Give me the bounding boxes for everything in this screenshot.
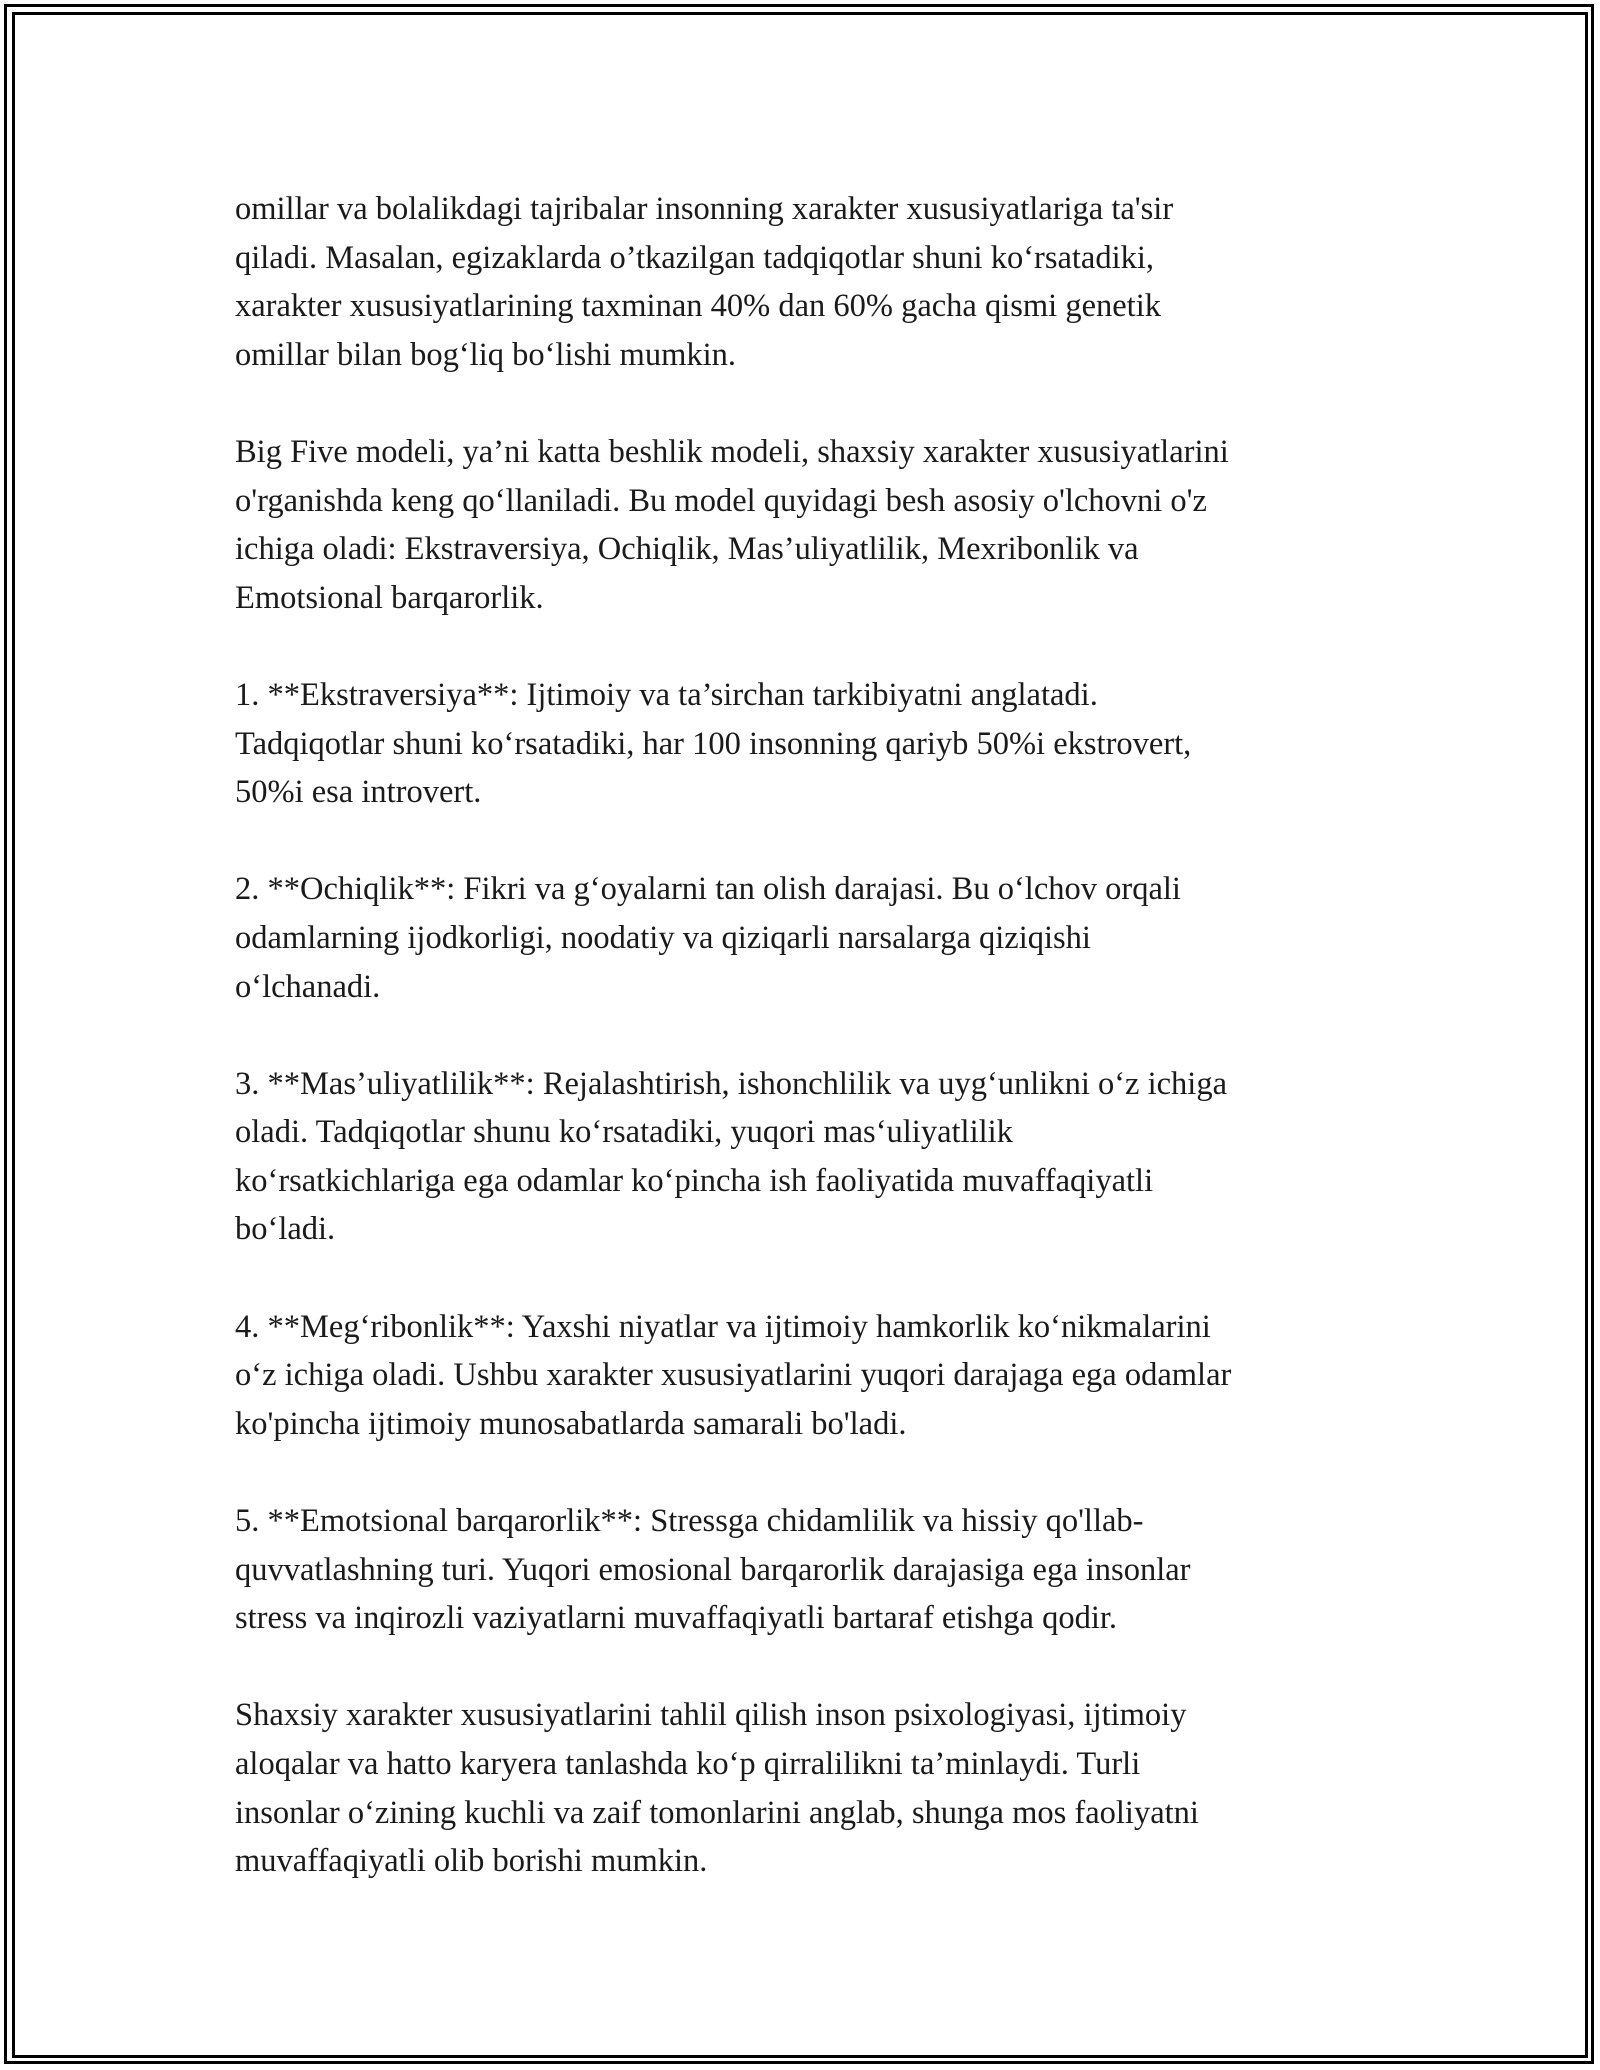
- text-line: odamlarning ijodkorligi, noodatiy va qiziqarli narsalarga qiziqishi: [235, 919, 1091, 956]
- text-line: Tadqiqotlar shuni ko‘rsatadiki, har 100 insonning qariyb 50%i ekstrovert,: [235, 725, 1192, 762]
- text-line: omillar va bolalikdagi tajribalar insonning xarakter xususiyatlariga ta'sir: [235, 191, 1174, 227]
- paragraph-conclusion: [235, 1691, 1385, 1885]
- text-line: aloqalar va hatto karyera tanlashda ko‘p qirralilikni ta’minlaydi. Turli: [235, 1746, 1141, 1782]
- text-line: o‘z ichiga oladi. Ushbu xarakter xususiyatlarini yuqori darajaga ega odamlar: [235, 1357, 1232, 1394]
- list-item-openness: [235, 865, 1385, 1011]
- paragraph-genetics: [235, 185, 1385, 379]
- paragraph-big-five-intro: [235, 428, 1385, 622]
- text-line: muvaffaqiyatli olib borishi mumkin.: [235, 1843, 708, 1880]
- list-item-emotional-stability: [235, 1497, 1385, 1643]
- text-line: ko'pincha ijtimoiy munosabatlarda samarali bo'ladi.: [235, 1405, 907, 1442]
- text-line: 3. **Mas’uliyatlilik**: Rejalashtirish, ishonchlilik va uyg‘unlikni o‘z ichiga: [235, 1065, 1228, 1102]
- text-line: 1. **Ekstraversiya**: Ijtimoiy va ta’sirchan tarkibiyatni anglatadi.: [235, 676, 1098, 713]
- text-line: xarakter xususiyatlarining taxminan 40% dan 60% gacha qismi genetik: [235, 288, 1161, 325]
- text-line: o'rganishda keng qo‘llaniladi. Bu model quyidagi besh asosiy o'lchovni o'z: [235, 482, 1207, 519]
- text-line: ichiga oladi: Ekstraversiya, Ochiqlik, Mas’uliyatlilik, Mexribonlik va: [235, 531, 1139, 568]
- text-line: ko‘rsatkichlariga ega odamlar ko‘pincha ish faoliyatida muvaffaqiyatli: [235, 1162, 1154, 1199]
- text-line: qiladi. Masalan, egizaklarda o’tkazilgan tadqiqotlar shuni ko‘rsatadiki,: [235, 239, 1155, 276]
- text-line: stress va inqirozli vaziyatlarni muvaffaqiyatli bartaraf etishga qodir.: [235, 1600, 1118, 1637]
- text-line: o‘lchanadi.: [235, 968, 381, 1005]
- text-line: Big Five modeli, ya’ni katta beshlik modeli, shaxsiy xarakter xususiyatlarini: [235, 433, 1229, 470]
- text-line: bo‘ladi.: [235, 1211, 336, 1248]
- document-body: [235, 185, 1385, 1886]
- text-line: Emotsional barqarorlik.: [235, 579, 544, 616]
- text-line: 50%i esa introvert.: [235, 774, 482, 811]
- text-line: 2. **Ochiqlik**: Fikri va g‘oyalarni tan olish darajasi. Bu o‘lchov orqali: [235, 871, 1181, 908]
- list-item-extraversion: [235, 671, 1385, 817]
- text-line: insonlar o‘zining kuchli va zaif tomonlarini anglab, shunga mos faoliyatni: [235, 1794, 1199, 1831]
- text-line: 5. **Emotsional barqarorlik**: Stressga chidamlilik va hissiy qo'llab-: [235, 1503, 1144, 1540]
- list-item-conscientiousness: [235, 1060, 1385, 1254]
- text-line: 4. **Meg‘ribonlik**: Yaxshi niyatlar va ijtimoiy hamkorlik ko‘nikmalarini: [235, 1308, 1211, 1345]
- text-line: Shaxsiy xarakter xususiyatlarini tahlil qilish inson psixologiyasi, ijtimoiy: [235, 1697, 1187, 1734]
- text-line: omillar bilan bog‘liq bo‘lishi mumkin.: [235, 336, 737, 373]
- list-item-agreeableness: [235, 1303, 1385, 1449]
- text-line: oladi. Tadqiqotlar shunu ko‘rsatadiki, yuqori mas‘uliyatlilik: [235, 1114, 1013, 1151]
- text-line: quvvatlashning turi. Yuqori emosional barqarorlik darajasiga ega insonlar: [235, 1551, 1191, 1588]
